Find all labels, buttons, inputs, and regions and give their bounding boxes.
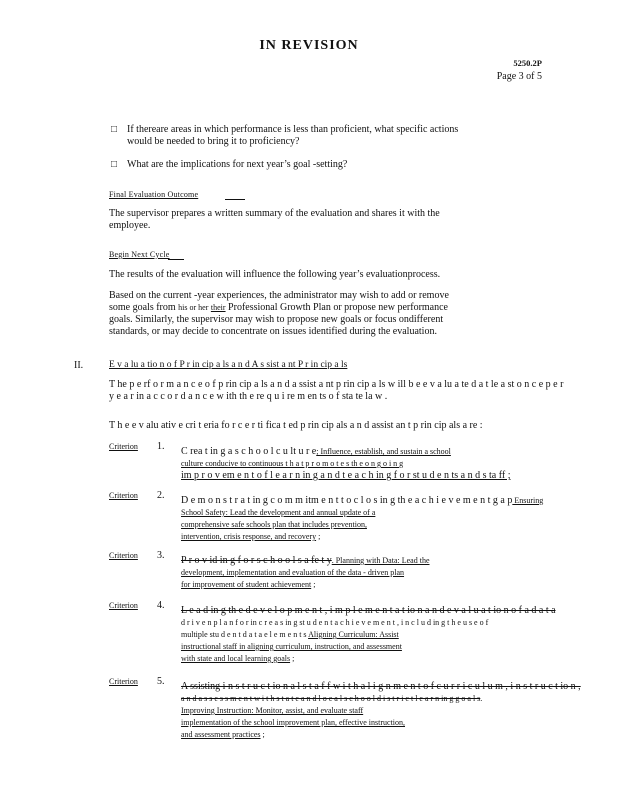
- section-heading-final-evaluation: Final Evaluation Outcome: [109, 190, 199, 199]
- criterion-text-segment: P r o v id in g f o r s c h o o l s a fe t y: [181, 555, 332, 566]
- page-number: Page 3 of 5: [496, 71, 542, 82]
- section-heading-evaluation-of-principals: E v a lu a tio n o f P r in cip a ls a n d A s sist a nt P r in cip a ls: [109, 360, 348, 370]
- section-heading-begin-next-cycle: Begin Next Cycle: [109, 250, 170, 259]
- criterion-text-line: [181, 526, 521, 544]
- paragraph: T he p e rf o r m a n c e o f p rin cip a ls a n d a ssist a nt p rin cip a ls w ill b e e v a lu a te d a t le a st o n c e p e r y e a r in a c c o r d a n c e w ith th e re q u i re m en ts o f sta te la w .: [109, 379, 564, 402]
- criterion-text-segment: C rea t in g a s c h o o l c u lt u r e: [181, 446, 317, 457]
- criterion-text-segment: with state and local learning goals: [181, 654, 291, 663]
- checkbox-bullet-icon: □: [111, 159, 118, 170]
- criterion-text-segment: L e a d in g th e d e v e l o p m e n t , i m p l e m e n t a t io n a n d e v a l u a t io n o f a d a t a: [181, 605, 556, 616]
- criterion-text-segment: d r i v e n p l a n f o r in c r e a s in g st u d e n t a c h i e v e m e n t , i n c l u d in g t h e u s e o f: [181, 618, 489, 627]
- criterion-text-segment: im p r o v em e n t o f l e a r n in g a n d t e a c h in g f o r st u d e n ts a n d s ta ff ;: [181, 470, 511, 481]
- heading-underline: [168, 259, 184, 260]
- criterion-text-line: [181, 465, 521, 483]
- criterion-text-line: [181, 648, 521, 666]
- criterion-text-segment: . Planning with Data: Lead the: [331, 556, 430, 565]
- criterion-text-segment: A ssisting i n s t r u c t io n a l s t a f f w i t h a l i g n m e n t o f c u r r i c u l u m , i n s t r u c t io n ,: [181, 681, 581, 692]
- checkbox-bullet-icon: □: [111, 124, 118, 135]
- criterion-label: Criterion: [109, 551, 138, 560]
- section-number: II.: [74, 360, 84, 371]
- document-number: 5250.2P: [513, 58, 542, 68]
- criterion-label: Criterion: [109, 601, 138, 610]
- criterion-text-segment: Aligning Curriculum: Assist: [308, 630, 399, 639]
- criterion-text-segment: ;: [316, 532, 321, 541]
- criterion-text-segment: development, implementation and evaluation of the data - driven plan: [181, 568, 405, 577]
- criterion-text-segment: comprehensive safe schools plan that includes prevention,: [181, 520, 367, 529]
- criterion-text-segment: Improving Instruction: Monitor, assist, and evaluate staff: [181, 706, 364, 715]
- criterion-text-segment: ;: [260, 730, 265, 739]
- criterion-label: Criterion: [109, 677, 138, 686]
- paragraph: T h e e v alu ativ e cri t eria fo r c e r ti fica t ed p rin cip als a n d assist an t p rin cip als a re :: [109, 420, 483, 431]
- criterion-text-segment: ;: [311, 580, 316, 589]
- criterion-text-line: [181, 724, 521, 742]
- criterion-text-segment: a n d a s s e s s m e n t w i t h s t a t e a n d l o c a l s c h o o l d i s t r i c t l e a r n in g g o a l s: [181, 694, 481, 703]
- paragraph: The results of the evaluation will influence the following year’s evaluationprocess.: [109, 269, 441, 280]
- paragraph: The supervisor prepares a written summary of the evaluation and shares it with the employee.: [109, 208, 440, 231]
- criterion-number: 4.: [157, 600, 165, 611]
- criterion-text-segment: D e m o n s t r a t in g c o m m itm e n t t o c l o s in g th e a c h i e v e m e n t g a p: [181, 495, 513, 506]
- criterion-text-segment: and assessment practices: [181, 730, 261, 739]
- bullet-item: What are the implications for next year’s goal -setting?: [127, 159, 348, 170]
- paragraph: Based on the current -year experiences, the administrator may wish to add or remove some goals from his or her their Professional Growth Plan or propose new performance goals. Similarly, the supervisor may wish to propose new goals or focus ondifferent standards, or may decide to concentrate on issues identified during the evaluation.: [109, 290, 449, 337]
- bullet-item: If thereare areas in which performance is less than proficient, what specific actions would be needed to bring it to proficiency?: [127, 124, 459, 147]
- criterion-text-segment: Ensuring: [512, 496, 544, 505]
- criterion-number: 2.: [157, 490, 165, 501]
- criterion-text-segment: ; Influence, establish, and sustain a school: [316, 447, 451, 456]
- criterion-text-segment: ;: [290, 654, 295, 663]
- criterion-number: 1.: [157, 441, 165, 452]
- criterion-text-segment: .: [480, 694, 483, 703]
- criterion-text-segment: instructional staff in aligning curriculum, instruction, and assessment: [181, 642, 402, 651]
- criterion-text-segment: intervention, crisis response, and recovery: [181, 532, 317, 541]
- heading-underline: [225, 199, 245, 200]
- criterion-text-segment: School Safety: Lead the development and annual update of a: [181, 508, 376, 517]
- criterion-number: 5.: [157, 676, 165, 687]
- criterion-label: Criterion: [109, 442, 138, 451]
- document-title: IN REVISION: [259, 38, 359, 53]
- criterion-label: Criterion: [109, 491, 138, 500]
- criterion-text-line: [181, 574, 521, 592]
- criterion-text-segment: implementation of the school improvement plan, effective instruction,: [181, 718, 406, 727]
- criterion-text-segment: multiple stu d e n t d a t a e l e m e n t s: [181, 630, 309, 639]
- criterion-number: 3.: [157, 550, 165, 561]
- criterion-text-segment: culture conducive to continuous t h a t p r o m o t e s th e o n g o i n g: [181, 459, 404, 468]
- criterion-text-segment: for improvement of student achievement: [181, 580, 312, 589]
